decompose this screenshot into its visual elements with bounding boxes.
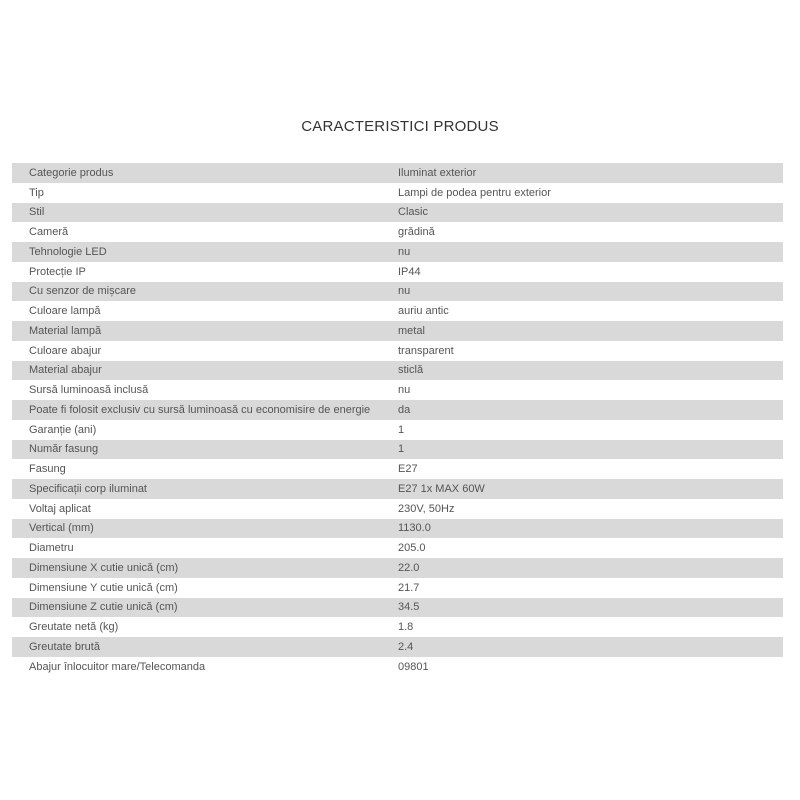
spec-row: [12, 637, 783, 657]
spec-label: Cu senzor de mișcare: [29, 285, 136, 298]
spec-row: [12, 341, 783, 361]
spec-row: [12, 617, 783, 637]
spec-label: Diametru: [29, 542, 74, 555]
spec-label: Sursă luminoasă inclusă: [29, 384, 149, 397]
spec-row: [12, 440, 783, 460]
spec-row: [12, 578, 783, 598]
spec-label: Fasung: [29, 463, 66, 476]
spec-value: grădină: [398, 226, 435, 239]
spec-label: Culoare abajur: [29, 344, 102, 357]
spec-row: [12, 282, 783, 302]
spec-label: Tip: [29, 186, 44, 199]
spec-value: nu: [398, 285, 411, 298]
spec-value: 1: [398, 423, 405, 436]
specs-table: [12, 163, 783, 677]
spec-label: Specificații corp iluminat: [29, 482, 147, 495]
spec-value: 230V, 50Hz: [398, 502, 455, 515]
spec-label: Garanție (ani): [29, 423, 97, 436]
spec-label: Cameră: [29, 226, 69, 239]
spec-row: [12, 163, 783, 183]
spec-row: [12, 459, 783, 479]
spec-value: auriu antic: [398, 305, 449, 318]
spec-label: Greutate netă (kg): [29, 621, 119, 634]
spec-value: Clasic: [398, 206, 428, 219]
spec-value: 09801: [398, 660, 429, 673]
spec-value: sticlă: [398, 364, 424, 377]
spec-row: [12, 222, 783, 242]
spec-label: Material abajur: [29, 364, 102, 377]
spec-label: Dimensiune Y cutie unică (cm): [29, 581, 178, 594]
spec-row: [12, 301, 783, 321]
spec-row: [12, 538, 783, 558]
spec-value: 22.0: [398, 561, 420, 574]
spec-row: [12, 380, 783, 400]
spec-label: Abajur înlocuitor mare/Telecomanda: [29, 660, 206, 673]
spec-label: Poate fi folosit exclusiv cu sursă luminoasă cu economisire de energie: [29, 403, 371, 416]
spec-label: Culoare lampă: [29, 305, 101, 318]
spec-row: [12, 262, 783, 282]
section-title: CARACTERISTICI PRODUS: [301, 118, 499, 135]
spec-row: [12, 361, 783, 381]
spec-value: nu: [398, 245, 411, 258]
spec-label: Voltaj aplicat: [29, 502, 91, 515]
spec-row: [12, 519, 783, 539]
spec-label: Material lampă: [29, 324, 102, 337]
spec-value: 1.8: [398, 621, 414, 634]
spec-value: E27 1x MAX 60W: [398, 482, 485, 495]
spec-label: Dimensiune Z cutie unică (cm): [29, 601, 178, 614]
spec-row: [12, 598, 783, 618]
spec-row: [12, 420, 783, 440]
spec-row: [12, 479, 783, 499]
spec-row: [12, 183, 783, 203]
spec-value: 205.0: [398, 542, 426, 555]
spec-value: IP44: [398, 265, 421, 278]
spec-row: [12, 657, 783, 677]
spec-label: Dimensiune X cutie unică (cm): [29, 561, 179, 574]
spec-value: nu: [398, 384, 411, 397]
spec-label: Categorie produs: [29, 166, 114, 179]
spec-label: Protecție IP: [29, 265, 86, 278]
spec-row: [12, 321, 783, 341]
spec-value: transparent: [398, 344, 454, 357]
spec-row: [12, 499, 783, 519]
spec-value: Iluminat exterior: [398, 166, 477, 179]
spec-label: Tehnologie LED: [29, 245, 107, 258]
spec-label: Număr fasung: [29, 443, 99, 456]
spec-value: 1: [398, 443, 405, 456]
spec-value: da: [398, 403, 411, 416]
spec-row: [12, 203, 783, 223]
spec-row: [12, 400, 783, 420]
spec-row: [12, 558, 783, 578]
spec-value: 2.4: [398, 640, 414, 653]
spec-value: 1130.0: [398, 522, 431, 535]
spec-label: Vertical (mm): [29, 522, 94, 535]
spec-value: metal: [398, 324, 425, 337]
spec-value: 34.5: [398, 601, 420, 614]
spec-value: Lampi de podea pentru exterior: [398, 186, 551, 199]
spec-value: 21.7: [398, 581, 420, 594]
spec-label: Stil: [29, 206, 45, 219]
spec-row: [12, 242, 783, 262]
spec-label: Greutate brută: [29, 640, 100, 653]
spec-value: E27: [398, 463, 418, 476]
